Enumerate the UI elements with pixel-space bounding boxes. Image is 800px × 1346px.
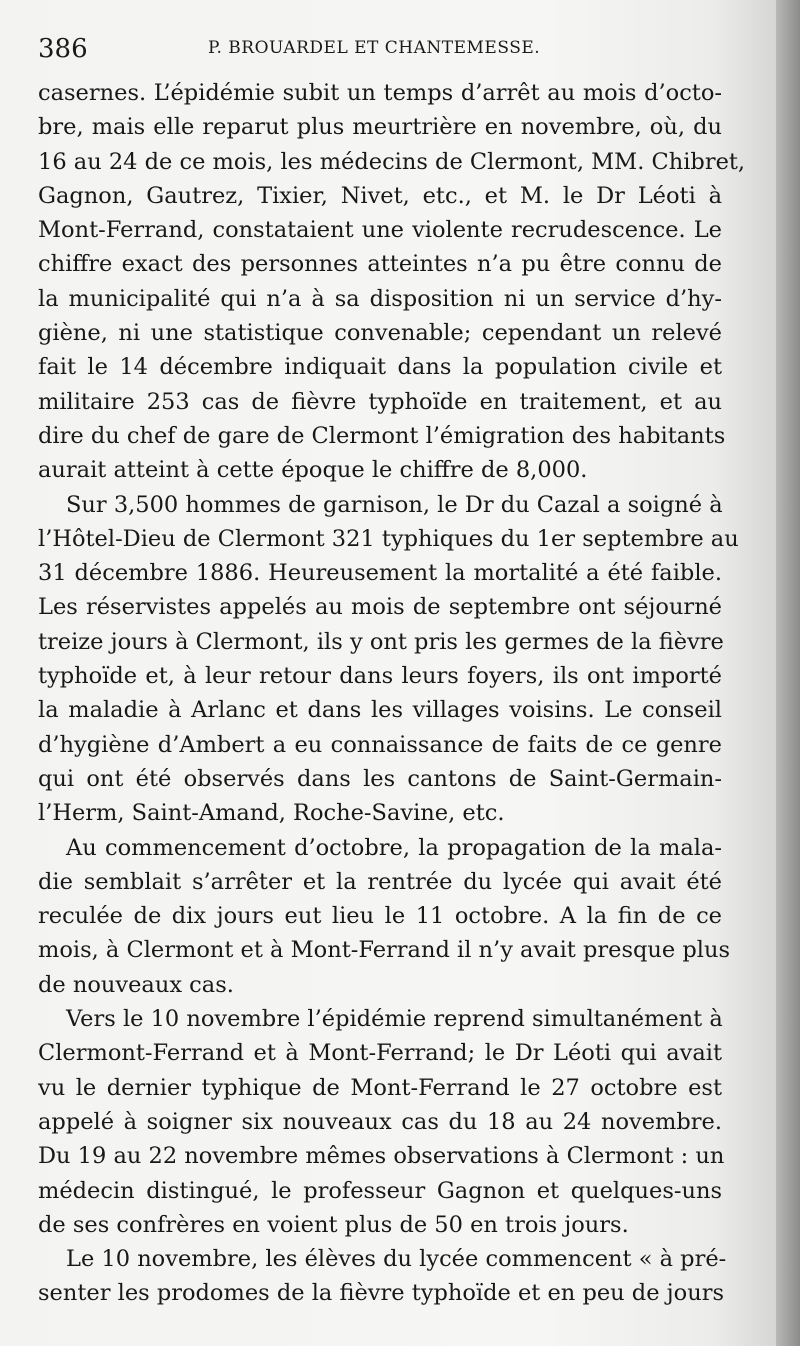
- text-line: Du 19 au 22 novembre mêmes observations à Clermont : un: [38, 1143, 725, 1170]
- paragraph-4: [38, 1002, 725, 1242]
- text-line: appelé à soigner six nouveaux cas du 18 au 24 novembre.: [38, 1108, 722, 1135]
- text-line: bre, mais elle reparut plus meurtrière en novembre, où, du: [38, 114, 722, 141]
- text-line: Les réservistes appelés au mois de septembre ont séjourné: [38, 594, 722, 621]
- text-line: Mont-Ferrand, constataient une violente recrudescence. Le: [38, 217, 722, 244]
- text-line: Gagnon, Gautrez, Tixier, Nivet, etc., et M. le Dr Léoti à: [38, 182, 722, 209]
- text-line: casernes. L’épidémie subit un temps d’arrêt au mois d’octo-: [38, 80, 722, 106]
- text-line: Le 10 novembre, les élèves du lycée commencent « à pré-: [66, 1246, 727, 1273]
- text-line: Clermont-Ferrand et à Mont-Ferrand; le Dr Léoti qui avait: [38, 1040, 722, 1067]
- text-line: militaire 253 cas de fièvre typhoïde en traitement, et au: [38, 388, 722, 415]
- text-line: typhoïde et, à leur retour dans leurs foyers, ils ont importé: [38, 663, 722, 690]
- text-line: Au commencement d’octobre, la propagation de la mala-: [66, 834, 722, 861]
- text-line: d’hygiène d’Ambert a eu connaissance de faits de ce genre: [38, 731, 722, 758]
- text-line: la municipalité qui n’a à sa disposition ni un service d’hy-: [38, 285, 722, 312]
- text-line: qui ont été observés dans les cantons de Saint-Germain-: [38, 765, 722, 792]
- text-line: giène, ni une statistique convenable; cependant un relevé: [38, 320, 722, 347]
- text-line: l’Hôtel-Dieu de Clermont 321 typhiques du 1er septembre au: [38, 525, 739, 552]
- page-edge-shadow: [776, 0, 800, 1346]
- paragraph-1: [38, 76, 746, 488]
- paragraph-5: [38, 1242, 727, 1311]
- text-line: Vers le 10 novembre l’épidémie reprend simultanément à: [66, 1006, 723, 1033]
- text-line: 16 au 24 de ce mois, les médecins de Clermont, MM. Chibret,: [38, 148, 746, 175]
- text-line: de ses confrères en voient plus de 50 en trois jours.: [38, 1211, 629, 1238]
- text-line: dire du chef de gare de Clermont l’émigration des habitants: [38, 422, 726, 449]
- text-line: la maladie à Arlanc et dans les villages voisins. Le conseil: [38, 697, 722, 724]
- text-line: reculée de dix jours eut lieu le 11 octobre. A la fin de ce: [38, 903, 722, 930]
- text-line: médecin distingué, le professeur Gagnon et quelques-uns: [38, 1177, 722, 1204]
- paragraph-3: [38, 831, 731, 1002]
- text-line: de nouveaux cas.: [38, 971, 234, 998]
- text-line: treize jours à Clermont, ils y ont pris les germes de la fièvre: [38, 628, 724, 655]
- text-line: chiffre exact des personnes atteintes n’a pu être connu de: [38, 251, 722, 278]
- body-text: [38, 76, 746, 1311]
- text-line: aurait atteint à cette époque le chiffre de 8,000.: [38, 457, 588, 484]
- paragraph-2: [38, 488, 739, 831]
- text-line: Sur 3,500 hommes de garnison, le Dr du Cazal a soigné à: [66, 491, 723, 518]
- text-line: 31 décembre 1886. Heureusement la mortalité a été faible.: [38, 560, 722, 587]
- page-number: 386: [38, 34, 88, 64]
- text-line: die semblait s’arrêter et la rentrée du lycée qui avait été: [38, 868, 722, 895]
- text-line: mois, à Clermont et à Mont-Ferrand il n’y avait presque plus: [38, 937, 731, 964]
- text-line: fait le 14 décembre indiquait dans la population civile et: [38, 354, 722, 381]
- text-line: vu le dernier typhique de Mont-Ferrand le 27 octobre est: [38, 1074, 722, 1101]
- text-line: l’Herm, Saint-Amand, Roche-Savine, etc.: [38, 800, 505, 827]
- text-line: senter les prodomes de la fièvre typhoïde et en peu de jours: [38, 1280, 724, 1307]
- page-header: [38, 30, 728, 70]
- running-head: P. BROUARDEL ET CHANTEMESSE.: [208, 38, 541, 58]
